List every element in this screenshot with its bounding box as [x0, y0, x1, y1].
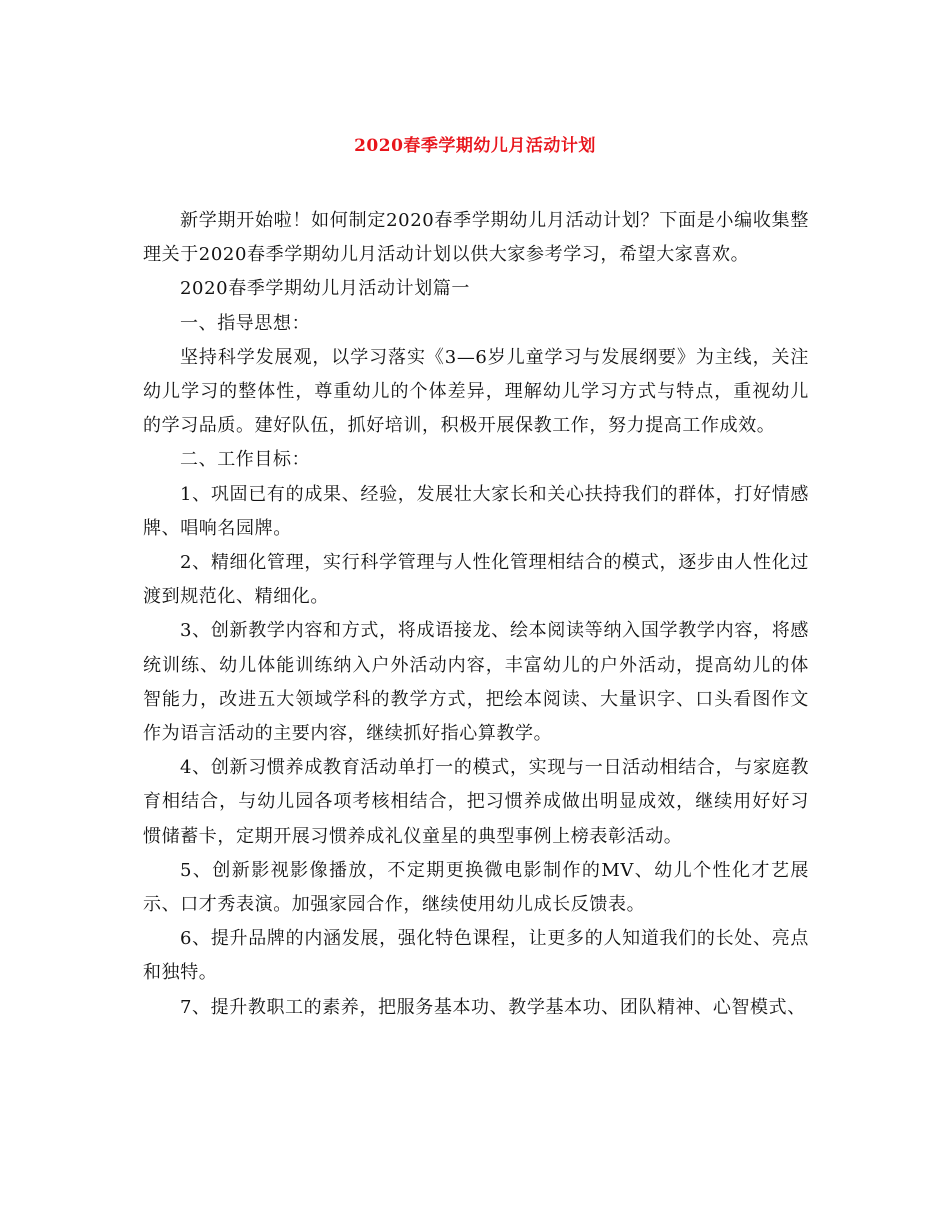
document-title: 2020春季学期幼儿月活动计划	[354, 136, 596, 156]
subheading-guiding-thought: 一、指导思想：	[180, 312, 311, 334]
goal-item-4: 4、创新习惯养成教育活动单打一的模式，实现与一日活动相结合，与家庭教育相结合，与幼儿园各项考核相结合，把习惯养成做出明显成效，继续用好好习惯储蓄卡，定期开展习惯养成礼仪童星的典型事例上榜表彰活动。	[143, 757, 809, 847]
goal-item-7: 7、提升教职工的素养，把服务基本功、教学基本功、团队精神、心智模式、	[180, 996, 806, 1018]
section-heading: 2020春季学期幼儿月活动计划篇一	[180, 278, 471, 300]
goal-item-2: 2、精细化管理，实行科学管理与人性化管理相结合的模式，逐步由人性化过渡到规范化、精细化。	[143, 552, 809, 608]
document-body	[143, 204, 809, 1025]
subheading-work-goals: 二、工作目标：	[180, 449, 311, 471]
goal-item-1: 1、巩固已有的成果、经验，发展壮大家长和关心扶持我们的群体，打好情感牌、唱响名园牌。	[143, 483, 809, 539]
goal-item-6: 6、提升品牌的内涵发展，强化特色课程，让更多的人知道我们的长处、亮点和独特。	[143, 928, 809, 984]
goal-item-3: 3、创新教学内容和方式，将成语接龙、绘本阅读等纳入国学教学内容，将感统训练、幼儿体能训练纳入户外活动内容，丰富幼儿的户外活动，提高幼儿的体智能力，改进五大领域学科的教学方式，把绘本阅读、大量识字、口头看图作文作为语言活动的主要内容，继续抓好指心算教学。	[143, 620, 809, 745]
paragraph-guiding-thought: 坚持科学发展观，以学习落实《3—6岁儿童学习与发展纲要》为主线，关注幼儿学习的整体性，尊重幼儿的个体差异，理解幼儿学习方式与特点，重视幼儿的学习品质。建好队伍，抓好培训，积极开展保教工作，努力提高工作成效。	[143, 346, 809, 437]
paragraph-intro: 新学期开始啦！如何制定2020春季学期幼儿月活动计划？下面是小编收集整理关于2020春季学期幼儿月活动计划以供大家参考学习，希望大家喜欢。	[143, 210, 809, 266]
goal-item-5: 5、创新影视影像播放，不定期更换微电影制作的MV、幼儿个性化才艺展示、口才秀表演。加强家园合作，继续使用幼儿成长反馈表。	[143, 859, 809, 916]
